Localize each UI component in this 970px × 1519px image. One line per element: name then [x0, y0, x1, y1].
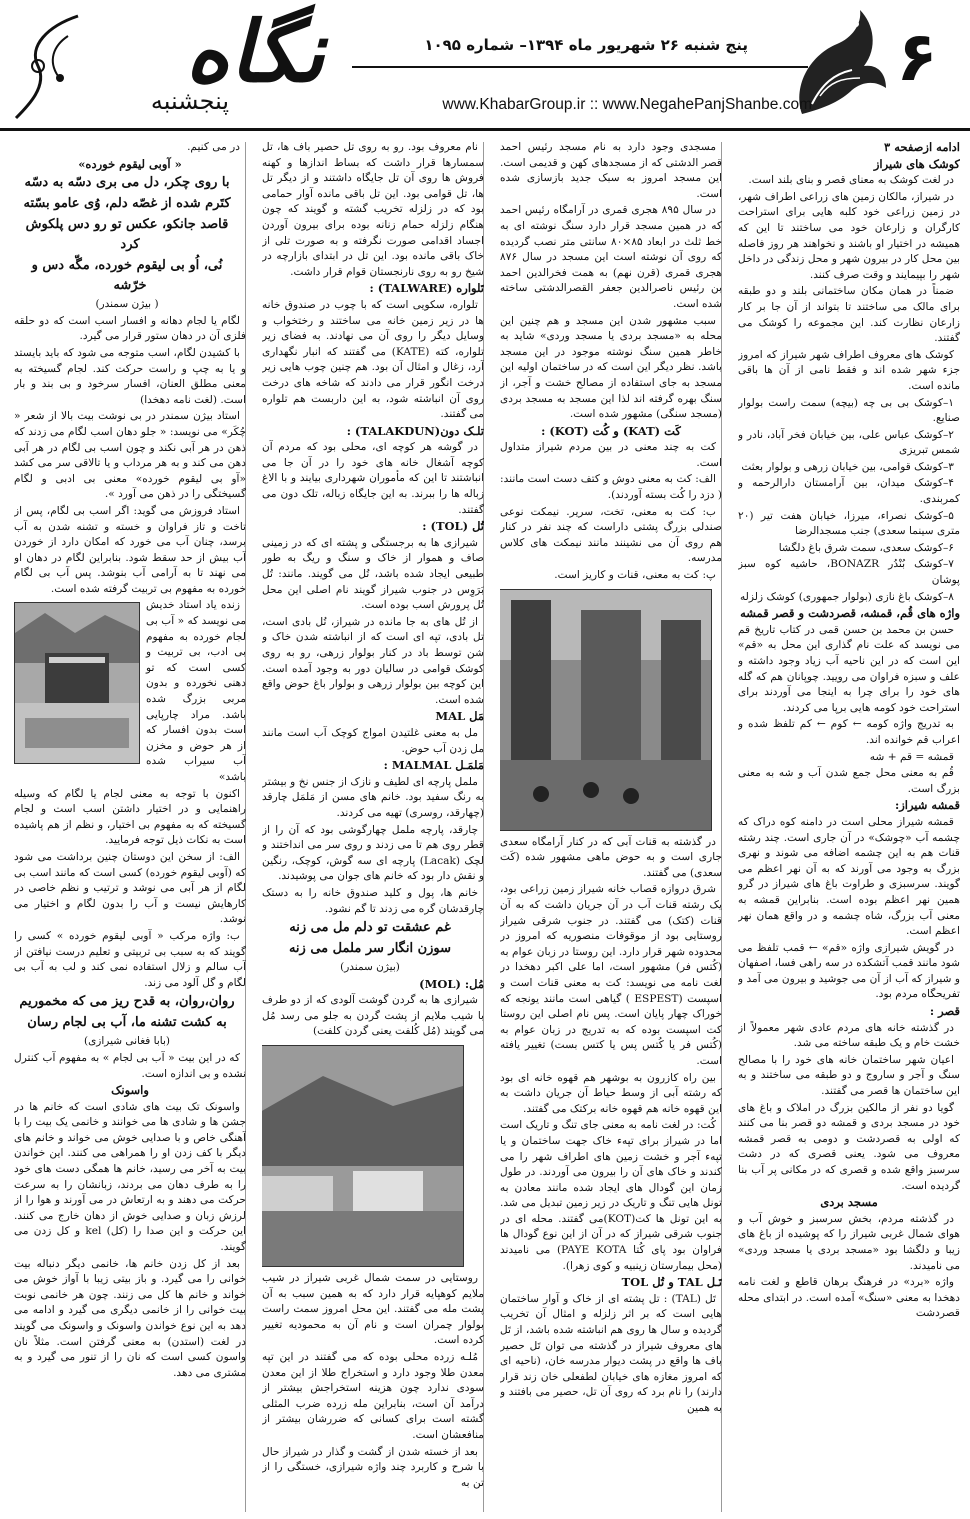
paragraph: شیرازی ها به برجستگی و پشته ای که در زمینی صاف و هموار از خاک و سنگ و ریگ به طور طبیعی ایجاد شده باشد، تُل می گویند. مانند: تُل بَرَوِس در جنوب شیراز گویند نام اصلی این محل تُل پرورش اسب بوده است. — [262, 536, 484, 612]
masthead-bottom-rule — [0, 128, 970, 131]
heading-qomsheh: قمشه شیراز: — [894, 798, 960, 813]
paragraph: به تدریج واژه کومه ← کوم ← کم تلفظ شده و اعراب قم خوانده اند. — [738, 718, 960, 746]
masthead — [0, 0, 970, 132]
heading-qasr: قصر : — [929, 1004, 960, 1019]
list-item: ۲–کوشک عباس علی، بین خیابان فخر آباد، نادر و شمس تبریزی — [738, 428, 960, 457]
page-number: ۶ — [896, 18, 938, 97]
heading-tol: تُل (TOL) : — [422, 519, 484, 534]
paragraph: تَل (TAL) : تل پشته ای از خاک و آوار ساختمان هایی است که بر اثر زلزله و امثال آن تخریب گردیده و سال ها روی هم انباشته شده باشد، از تَل های معروف شیراز در گذشته می توان تَل حصیر باف ها واقع در پشت دیوار مدرسه خان، (ناحیه ای که امروز مغازه های خیابان لطفعلی خان زند قرار دارند) را نام برد که روی آن تل، حصیر می بافتند و به همین — [500, 1292, 722, 1414]
city-landscape-photo — [262, 1045, 464, 1267]
column-2 — [500, 140, 722, 1512]
paragraph: گویا دو نفر از مالکین بزرگ در املاک و باغ های خود در مسجد بردی و قمشه دو قصر بنا می کنند که اولی به قصردشت و دومی به قصر قمشه معروف می شود. یعنی قصری که در دشت سرسبز واقع شده و قصری که در مکانی پر آب بنا گردیده است. — [738, 1101, 960, 1192]
paragraph: سبب مشهور شدن این مسجد و هم چنین این محله به «مسجد بردی یا مسجد وردی» شاید به خاطر همین سنگ نوشته موجود در این مسجد باشد. نظر دیگر این است که در ساختمان اولیه این مسجد به جای استفاده از مصالح خشت و آجر، از سنگ بهره گرفته اند لذا این مسجد به مسجد بردی (مسجد سنگی) مشهور شده است. — [500, 314, 722, 421]
list-item: ۳–کوشک قوامی، بین خیابان زرهی و بولوار بعثت — [741, 460, 954, 473]
heading-kooshk: کوشک های شیراز — [873, 156, 960, 171]
paragraph: حسن بن محمد بن حسن قمی در کتاب تاریخ قم می نویسد که علت نام گذاری این محل به «قم» این است که در این ناحیه آب زیاد وجود داشته و علف و سبزه فراوان می رویید. چوپانان هم که گله های خود را برای چرا به اینجا می آوردند برای استراحت خود کومه هایی برپا می کردند. — [738, 623, 960, 714]
poem-verse: به کشت تشنه ما، آب بی لجام رسان — [27, 1015, 227, 1031]
paragraph: ململ پارچه ای لطیف و نازک از جنس نخ و بیشتر به رنگ سفید بود. خانم های مسن از مَلمَل چارقد (چهارقد، روسری) تهیه می کردند. — [262, 775, 484, 819]
heading-mol: مُل: (MOL) — [419, 976, 484, 991]
paragraph: بین راه کازرون به بوشهر هم قهوه خانه ای بود که رشته آبی از وسط حیاط آن جریان داشت به این قهوه خانه هم قهوه خانه برکتک می گفتند. — [500, 1071, 722, 1115]
heading-vasunak: واسونک — [111, 1083, 149, 1098]
heading-words: واژه های قُم، قمشه، قصردشت و قصر قمشه — [740, 606, 960, 621]
paragraph: قمشه = قم + شه — [869, 750, 954, 763]
list-item: ۴–کوشک میدان، بین آرامستان دارالرحمه و کمربندی. — [738, 477, 960, 506]
paragraph: مسجدی وجود دارد به نام مسجد رئیس احمد قصر الدشتی که از مسجدهای کهن و قدیمی است. این مسجد امروز به سبک جدید بازسازی شده است. — [500, 141, 722, 200]
continued-note: ادامه ازصفحه ۳ — [884, 140, 960, 154]
flourish-ornament-icon — [8, 6, 88, 126]
list-item: ۸–کوشک باغ نازی (بولوار جمهوری) کوشک زلزله — [739, 590, 954, 603]
heading-malmal: مَلمَـل MALMAL : — [383, 758, 484, 773]
list-item: ۵–کوشک نصراء، میرزا، خیابان هفت تیر (۲۰ متری سینما سعدی) جنب مسجدالرضا — [738, 509, 960, 538]
paragraph: کُت: در لغت نامه به معنی جای تنگ و تاریک است اما در شیراز برای تپهء خاک جهت ساختمان و یا تپهء آجر و خشت زمین های اطراف شهر را می کندند و خاک های آن را بیرون می آوردند. در طول زمان این گودال های ایجاد شده مانند معادن به تونل هایی تنگ و تاریک در زیر زمین تبدیل می شد. به این تونل ها کت(KOT)می گفتند. محله ای در جنوب شرقی شیراز که در آن از این نوع گودال ها فراوان بود پای کُتا PAYE KOTA) می نامیدند (محل بیمارستان زینبیه و کوی زهرا). — [500, 1119, 722, 1272]
paragraph: در گذشته مردم، بخش سرسبز و خوش آب و هوای شمال غربی شیراز را که پوشیده از باغ های زیبا و دلگشا بود «مسجد بردی یا مسجد وردی» می نامیدند. — [738, 1212, 960, 1272]
heading-talakdun: تلـک دون(TALAKDUN) : — [346, 423, 484, 438]
paragraph: بعد از خسته شدن از گشت و گذار در شیراز حال با شرح و کاربرد چند واژه شیرازی، خستگی را از تن به — [262, 1445, 484, 1489]
list-item: ۱–کوشک بی بی چه (بیچه) سمت راست بولوار صنایع. — [738, 396, 960, 425]
paragraph: کوشک های معروف اطراف شهر شیراز که امروز جزء شهر شده اند و فقط نامی از آن ها باقی مانده است. — [738, 348, 960, 392]
poet-credit: (بابا فغانی شیرازی) — [83, 1035, 171, 1048]
article-columns — [14, 140, 960, 1512]
paragraph: ضمناً در همان مکان ساختمانی بلند و دو طبقه برای مالک می ساختند تا بتواند از آن جا بر کار زارعان نظارت کند. این مجموعه را کوشک می گفتند. — [738, 285, 960, 345]
issue-date-line: پنج شنبه ۲۶ شهریور ماه ۱۳۹۴– شماره ۱۰۹۵ — [424, 36, 748, 54]
list-item: ۷–کوشک بُنْدُر BONAZR، حاشیه کوه سبز پوشان — [738, 558, 960, 587]
paragraph: در سال ۸۹۵ هجری قمری در آرامگاه رئیس احمد که در همین مسجد قرار دارد سنگ نوشته ای به خط ثلث در ابعاد ۸۵×۸۰ سانتی متر نصب گردیده که روی آن نوشته است این مسجد در سال ۸۷۶ هجری قمری (قرن نهم) به همت فخرالدین احمد بن رئیس ناصرالدین جعفر القصرالدشتی ساخته شده است. — [500, 204, 722, 310]
paragraph: در گذشته به قنات آبی که در کنار آرامگاه سعدی جاری است و به حوض ماهی مشهور شده (کَت سعدی) می گفتند. — [500, 835, 722, 879]
column-4 — [14, 140, 246, 1512]
paragraph: در شیراز، مالکان زمین های زراعی اطراف شهر، در زمین زراعی خود کلبه هایی برای استراحت کارگران و زارعان خود می ساختند تا این که همیشه در اختیار او باشند و نخواهند هر روز فاصله بین محل کار در بیرون شهر و محل زندگی در داخل شهر را بپیمایند و وقت صرف کنند. — [738, 190, 960, 281]
paragraph: چارقد، پارچه ململ چهارگوشی بود که آن را از قطر روی هم تا می زدند و روی سر می انداختند و لچک (Lacak) پارچه ای سه گوش، کوچک، رنگین و نقش دار بود که خانم های جوان می پوشیدند. — [262, 823, 484, 883]
poem-verse: روان،روان، به قدح ریز می که مخموریم — [19, 994, 235, 1010]
paragraph: زنده یاد استاد خدیش می نویسد که « آب بی لجام خورده به مفهوم بی ادب، بی تربیت و کسی است که تو دهنی نخورده و بدون مربی بزرگ شده باشد. مراد چارپایی است بدون افسار که از هر حوض و مخزن آب سیراب شده باشد» — [146, 599, 246, 783]
poem-verse: نُی، اُو بی لیقوم خورده، مگّه دس و خرّشه — [31, 258, 223, 294]
website-urls: www.KhabarGroup.ir :: www.NegahePanjShanbe.com — [442, 96, 812, 113]
list-item: ۶–کوشک سعدی، سمت شرق باغ دلگشا — [778, 541, 954, 554]
paragraph: واژه «برد» در فرهنگ برهان قاطع و لغت نامه دهخدا به معنی «سنگ» آمده است. در ابتدای محله قصردشت — [738, 1276, 960, 1320]
paragraph: واسونک تک بیت های شادی است که خانم ها در جشن ها و شادی ها می خوانند و خانمی یک بیت را با آهنگی خاص و با صدایی خوش می خواند و خانم های دیگر با کف زدن او را همراهی می کنند. این خواندن بیت به آخر می رسید، خانم ها همگی دست های خود را به طرف دهان می بردند، زبانشان را به سرعت حرکت می دهند و به ارتعاش در می آورند و هوا را از لرزش زبان و صدایی خوش از دهان خارج می کنند. این حرکت و این صدا را (کل) kel و کل زدن می گویند. — [14, 1100, 246, 1254]
heading-abi-liqum: « آوبی لیقوم خورده» — [78, 156, 182, 171]
paragraph: مُلـه زرده محلی بوده که می گفتند در این تپه معدن طلا وجود دارد و استخراج طلا از این معدن سودی ندارد چون هزینه استخراجش بیشتر از درآمد آن است، بنابراین مله زرده ضرب المثلی گشته است برای کسانی که ضررشان بیشتر از منافعشان است. — [262, 1351, 484, 1441]
paragraph: شرق دروازه قصاب خانه شیراز زمین زراعی بود، یک رشته قنات آب در آن جریان داشت که به آن قنات (کتک) می گفتند. در جنوب شرقی شیراز روستایی بود از موقوفات منصوریه که امروز در محدوده شهر قرار دارد. این روستا در زبان عوام به (کُتس فر) مشهور است، اما علی اکبر دهخدا در لغت نامه می نویسد: کت به معنی قنات است و اسپست (ESPEST ) گیاهی است مانند یونجه که خوراک چهار پایان است. پس نام اصلی این روستا کت اسپست بوده که به تدریج در زبان عوام به (کُتس فر یا کُتس پس یا کتس بست) تغییر یافته است. — [500, 883, 722, 1067]
paragraph: اعیان شهر ساختمان خانه های خود را با مصالح سنگ و آجر و ساروج و دو طبقه می ساختند و به این ساختمان ها قصر می گفتند. — [738, 1053, 960, 1098]
poem-verse: کتَرم شده از غصّه دلم، وُی عامو بسّته — [23, 196, 231, 212]
paragraph: لگام یا لجام دهانه و افسار اسب است که دو حلقه فلزی آن در دهان ستور قرار می گیرد. — [14, 314, 246, 343]
paragraph: مل به معنی غلتیدن امواج کوچک آب است مانند مل زدن آب حوض. — [262, 726, 484, 755]
poem-verse: قاصد جانکو، عکس تو رو دس پلکوش کرد — [25, 217, 229, 253]
poem-verse: غم عشقت تو دلم مل می زنه — [289, 920, 451, 936]
logo-subtitle: پنجشنبه — [150, 87, 230, 115]
heading-kat: کَت (KAT) و کُت (KOT) : — [541, 423, 681, 438]
paragraph: پ: کت به معنی، قنات و کاریز است. — [554, 569, 716, 582]
newspaper-logo — [120, 2, 350, 122]
paragraph: الف: کت به معنی دوش و کتف دست است مانند: ( دزد را کُت بسته آوردند). — [500, 473, 722, 502]
logo-title: نگاه — [185, 2, 325, 101]
paragraph: قُم به معنی محل جمع شدن آب و شه به معنی بزرگ است. — [738, 767, 960, 795]
paragraph: از تُل های به جا مانده در شیراز، تُل بادی است، تل بادی، تپه ای است که از انباشته شدن خاک و شن توسط باد در کنار بولوار زرهی، رو به روی کوشک قوامی در سالیان دور به وجود آمده است. این کوچه بین بولوار زرهی و بولوار باغ حوض واقع شده است. — [262, 615, 484, 706]
paragraph: استاد فروزش می گوید: اگر اسب بی لگام، پس از تاخت و تاز فراوان و خسته و تشنه شدن به آب برسد، چنان آب می خورد که امکان دارد از خوردن آب بیش از حد سقط شود. بنابراین لگام در دهان او می نهند تا به آرامی آب بنوشد. پس آب بی لگام خورده به مفهوم بی تربیت گرفته شده است. — [14, 504, 246, 595]
heading-masjed-bardi: مسجد بردی — [820, 1195, 878, 1210]
paragraph: در می کنیم. — [187, 141, 240, 153]
poem-verse: سوزن انگار سر ململ می زنه — [288, 941, 452, 957]
paragraph: بعد از کل زدن خانم ها، خانمی دیگر دنباله بیت خوانی را می گیرد. و باز بیتی زیبا با آواز خوش می خواند و خانم ها کل می زنند. چون هر خانمی نوبت بیت خوانی را از خانمی دیگری می گیرد و ادامه می دهد به این نوع خواندن واسونک و واسونک می گویند در لغت (استدن) به معنی گرفتن است. مثلاً نان واسون کسی است که نان را از تنور می گیرد و به مشتری می دهد. — [14, 1257, 246, 1379]
paragraph: الف: از سخن این دوستان چنین برداشت می شود که (آوبی لیقوم خورده) کسی است که مانند اسب بی لگام از هر آبی می نوشد و ترتیب و نظم خاصی در کارهایش نیست و آب را بدون لگام و اختیار می نوشد. — [14, 850, 246, 926]
paragraph: که در این بیت « آب بی لجام » به مفهوم آب کنترل نشده و بی اندازه است. — [14, 1051, 246, 1080]
paragraph: ب: کت به معنی، تخت، سریر. نیمکت نوعی صندلی بزرگ پشتی داراست که چند نفر در کنار هم روی آن می نشینند مانند نیمکت های کلاس مدرسه. — [500, 505, 722, 565]
paragraph: با کشیدن لگام، اسب متوجه می شود که باید بایستد و یا به چپ و راست حرکت کند. لجام گسیخته به معنی مطلق العنان، افسار سرخود و بی بند و بار است. (لغت نامه دهخدا) — [14, 346, 246, 406]
masthead-rule — [352, 66, 808, 68]
heading-mal: مَل MAL — [435, 709, 484, 724]
paragraph: نام معروف بود. رو به روی تل حصیر باف ها، تل سمسارها قرار داشت که بساط اندازها و کهنه فروش ها روی آن تل جایگاه داشتند و از دیگر تل ها، تل قوامی بود. این تل باقی مانده آوار حمامی بود که در زلزله تخریب گشته و گویند که چون هنگام زلزله حمام زنانه بوده برای بیرون آوردن اجساد اقدامی صورت نگرفته و به صورت تلی از خاک باقی مانده بود. این تل در ابتدای بازارچه در شیخ رو به روی نارنجستان قوام قرار داشت. — [262, 141, 484, 278]
heading-tal: تَـل TAL و تُل TOL — [621, 1275, 722, 1290]
paragraph: استاد بیژن سمندر در بی نوشت بیت بالا از شعر « چُکَر» می نویسد: « جلو دهان اسب لگام می زدند که ذهن در هر آبی نکند و چون اسب بی لگام در هر آبی دهن می کند و به هر مرداب و یا تالاقی سر می کشد «آو بی لیقوم خورده» معنی بی ادبی و لگام گسیختگی را در ذهن می آورد ». — [14, 410, 246, 501]
poet-credit: (بیژن سمندر) — [340, 961, 400, 974]
paragraph: روستایی در سمت شمال غربی شیراز در شیب ملایم کوهپایه قرار دارد که به همین سبب به آن پشت مله می گفتند. این محل امروز سمت راست بولوار چمران است و نام آن به محمودیه تغییر کرده است. — [262, 1272, 484, 1347]
poet-credit: ( بیژن سمندر) — [95, 298, 159, 311]
paragraph: تلواره، سکویی است که با چوب در صندوق خانه ها در زیر زمین خانه می ساختند و رختخواب و وسایل دیگر را روی آن می نهادند. به فضای زیر تلواره، کته (KATE) می گفتند که انبار نگهداری آرد، زغال و امثال آن بود. هم چنین چوب هایی زیر درخت انگور قرار می دادند که شاخه های درخت روی آن انباشته شود، به این داربست هم تلواره می گفتند. — [262, 298, 484, 421]
column-3 — [262, 140, 484, 1512]
paragraph: در گوشه هر کوچه ای، محلی بود که مردم آن کوچه آشغال خانه های خود را در آن جا می انباشتند تا این که مأموران شهرداری بیایند و با الاغ زباله ها را ببرند. به این جایگاه زباله، تلک دون می گفتند. — [262, 441, 484, 516]
paragraph: در لغت کوشک به معنای قصر و بنای بلند است. — [748, 174, 954, 187]
paragraph: خانم ها، پول و کلید صندوق خانه را به دستک چارقدشان گره می زدند تا گم نشود. — [262, 886, 484, 915]
paragraph: ب: واژه مرکب « آوبی لیقوم خورده » کسی را گویند که به سبب بی تربیتی و تعلیم درست نیافتن از آب سالم و زلال استفاده نمی کند و لب به آب بی لگام و گل آلود می زند. — [14, 929, 246, 989]
column-1 — [738, 140, 960, 1512]
paragraph: شیرازی ها به گردن گوشت آلودی که از دو طرف با شیب ملایم از پشت گردن به جلو می رسد مُل می گویند (مُل کُلفت یعنی گردن کلفت) — [262, 994, 484, 1038]
heading-talvare: تَلواره (TALWARE) : — [369, 281, 484, 296]
paragraph: کت به چند معنی در بین مردم شیراز متداول است. — [500, 441, 722, 469]
poem-verse: با روی چکر، دل می بری دسّه به دسّه — [24, 175, 230, 191]
paragraph: اکنون با توجه به معنی لجام یا لگام که وسیله راهنمایی و در اختیار داشتن اسب است و لجام گسیخته که به مفهوم بی اختیار، و نظم از هم پاشیده است به نکات ذیل توجه فرمایید. — [14, 787, 246, 847]
paragraph: در گویش شیرازی واژه «قم» ← قمب تلفظ می شود مانند قمب آتشکده در سه راهی فسا، اصفهان و شیراز که آب از آن می جوشید و بیرون می آمد و تفریحگاه مردم بود. — [738, 941, 960, 1001]
paragraph: در گذشته خانه های مردم عادی شهر معمولاً از خشت خام و یک طبقه ساخته می شد. — [738, 1021, 960, 1050]
mosque-interior-photo — [500, 589, 712, 831]
historic-pool-photo — [14, 602, 140, 764]
paragraph: قمشه شیراز محلی است در دامنه کوه دراک که چشمه آب «چوشک» در آن جاری است. چند رشته قنات هم به این چشمه اضافه می شوند و نهری بزرگ به وجود می آورند که به آن نهر اعظم می گویند. سرسبزی و طراوت باغ های شیراز در گرو همین نهر اعظم بوده است. بنابراین قمشه به معنی آب بزرگ، شاه چشمه و در واقع همان نهر اعظم است. — [738, 815, 960, 938]
